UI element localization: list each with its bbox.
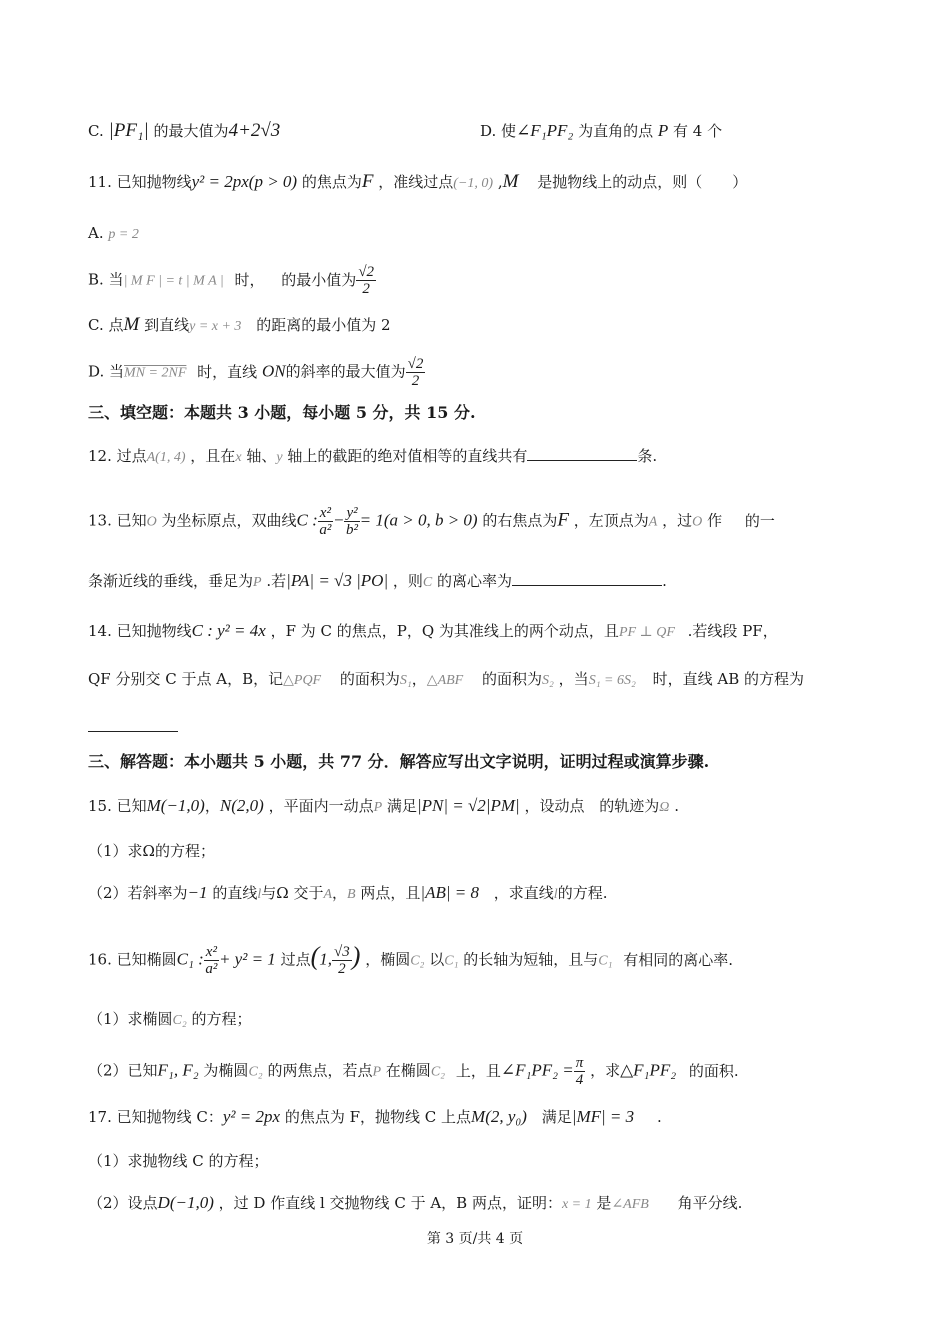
- q14-line2: QF 分别交 C 于点 A，B，记△PQF 的面积为S₁，△ABF 的面积为S₂ ，当S₁ = 6S₂ 时，直线 AB 的方程为: [88, 670, 805, 688]
- answer-blank: [512, 571, 662, 586]
- fraction-y2-b2: $\frac{\text{y²}}{\text{b²}}$: [346, 505, 359, 538]
- q14-answer-blank: [88, 716, 178, 738]
- q16-part2: （2）已知F₁, F₂ 为椭圆C₂ 的两焦点，若点P 在椭圆C₂ 上，且∠F₁PF₂ = $\frac{\pi}{4}$ ，求△F₁PF₂ 的面积.: [88, 1055, 739, 1088]
- answer-blank: [527, 446, 637, 461]
- section-heading-fill-in: 三、填空题：本题共 3 小题，每小题 5 分，共 15 分.: [88, 403, 476, 422]
- q16-part1: （1）求椭圆C₂ 的方程；: [88, 1010, 252, 1028]
- q15-stem: 15. 已知M(−1,0)，N(2,0) ，平面内一动点P 满足|PN| = √2|PM| ，设动点 的轨迹为Ω .: [88, 796, 679, 815]
- q10-option-d: D. 使∠F₁PF₂ 为直角的点 P 有 4 个: [480, 121, 723, 140]
- q17-part2: （2）设点D(−1,0) ，过 D 作直线 l 交抛物线 C 于 A，B 两点，证明：x = 1 是∠AFB 角平分线.: [88, 1193, 743, 1212]
- fraction-sqrt2-over-2: $\frac{√2}{2}$: [358, 264, 375, 297]
- math-max-value: 4+2√3: [228, 120, 281, 141]
- fraction-pi-over-4: $\frac{\pi}{4}$: [575, 1055, 584, 1088]
- q17-part1: （1）求抛物线 C 的方程；: [88, 1152, 269, 1170]
- q12: 12. 过点A(1, 4) ，且在x 轴、y 轴上的截距的绝对值相等的直线共有 条.: [88, 447, 658, 465]
- fraction-x2-a2: $\frac{\text{x²}}{\text{a²}}$: [205, 944, 218, 977]
- fraction-sqrt2-over-2: $\frac{√2}{2}$: [407, 356, 424, 389]
- q14-line1: 14. 已知抛物线C : y² = 4x ，F 为 C 的焦点，P，Q 为其准线上的两个动点，且PF ⊥ QF .若线段 PF，: [88, 621, 778, 640]
- q11-option-c: C. 点M 到直线y = x + 3 的距离的最小值为 2: [88, 314, 391, 335]
- math-pf1: |PF₁|: [108, 120, 149, 141]
- q13-line1: 13. 已知O 为坐标原点，双曲线C : $\frac{\text{x²}}{\text{a²}}$ − $\frac{\text{y²}}{\text{b²}}$ = 1(a > 0, b > 0) 的右焦点为F ，左顶点为A ，过O 作 的一: [88, 505, 775, 538]
- q16-stem: 16. 已知椭圆C₁ : $\frac{\text{x²}}{\text{a²}}$ + y² = 1 过点(1, $\frac{√3}{2}$ ) ，椭圆C₂ 以C₁ 的长轴为短轴，且与C₁ 有相同的离心率.: [88, 941, 734, 977]
- q15-part2: （2）若斜率为−1 的直线l与Ω 交于A，B 两点，且|AB| = 8 ，求直线l的方程.: [88, 883, 608, 902]
- q15-part1: （1）求Ω的方程；: [88, 842, 215, 860]
- q13-line2: 条渐近线的垂线，垂足为P .若|PA| = √3 |PO| ，则C 的离心率为 .: [88, 571, 667, 590]
- answer-blank: [88, 717, 178, 732]
- q17-stem: 17. 已知抛物线 C：y² = 2px 的焦点为 F，抛物线 C 上点M(2, y₀) 满足|MF| = 3 .: [88, 1107, 662, 1126]
- fraction-x2-a2: $\frac{\text{x²}}{\text{a²}}$: [319, 505, 332, 538]
- q11-option-b: B. 当| M F | = t | M A | 时， 的最小值为 $\frac{√2}{2}$: [88, 264, 375, 297]
- q11-option-d: D. 当MN = 2NF 时，直线 ON的斜率的最大值为 $\frac{√2}{2}$: [88, 356, 424, 389]
- q11-option-a: A. p = 2: [88, 224, 139, 242]
- page-footer: 第 3 页/共 4 页: [426, 1231, 524, 1247]
- fraction-sqrt3-over-2: $\frac{√3}{2}$: [334, 944, 350, 977]
- q11-stem: 11. 已知抛物线y² = 2px(p > 0) 的焦点为F ，准线过点(−1, 0) ,M 是抛物线上的动点，则（ ）: [88, 171, 748, 192]
- q10-option-c: C. |PF₁| 的最大值为4+2√3: [88, 120, 281, 141]
- section-heading-solutions: 三、解答题：本小题共 5 小题，共 77 分．解答应写出文字说明，证明过程或演算步骤.: [88, 752, 710, 771]
- math-angle: ∠F₁PF₂: [516, 121, 574, 140]
